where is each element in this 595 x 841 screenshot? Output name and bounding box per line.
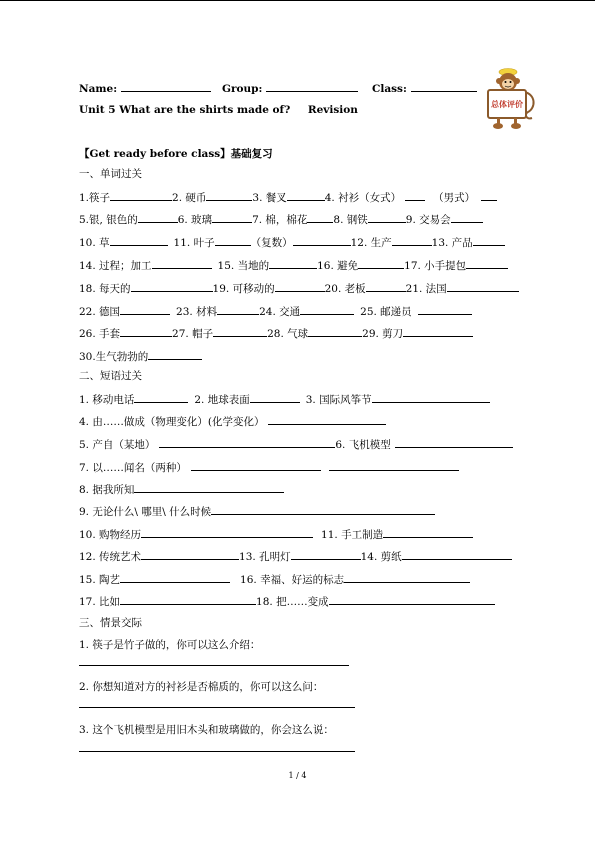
name-blank[interactable] [121, 81, 211, 92]
vocab-item: 8. 钢铁 [333, 214, 368, 226]
vocab-item: 14. 过程；加工 [79, 260, 152, 272]
answer-blank[interactable] [451, 212, 483, 223]
answer-blank[interactable] [134, 392, 188, 403]
answer-blank[interactable] [466, 258, 508, 269]
answer-blank[interactable] [473, 235, 505, 246]
vocab-item: 25. 邮递员 [360, 306, 412, 318]
phrase-item: 16. 幸福、好运的标志 [240, 574, 345, 586]
vocab-item: 28. 气球 [267, 328, 309, 340]
phrase-item: 15. 陶艺 [79, 574, 121, 586]
answer-blank[interactable] [138, 212, 178, 223]
vocab-item: 18. 每天的 [79, 283, 131, 295]
vocab-item: 19. 可移动的 [212, 283, 275, 295]
answer-blank[interactable] [213, 326, 267, 337]
answer-blank[interactable] [287, 190, 325, 201]
answer-blank[interactable] [372, 392, 490, 403]
phrase-item: 7. 以……闻名（两种） [79, 462, 187, 474]
question-3: 3. 这个飞机模型是用旧木头和玻璃做的，你会这么说： [79, 724, 334, 736]
phrase-row-7 [79, 527, 473, 542]
phrase-item: 1. 移动电话 [79, 394, 135, 406]
vocab-item: 7. 棉，棉花 [252, 214, 308, 226]
phrase-row-8 [79, 549, 512, 564]
phrase-row-6 [79, 504, 435, 519]
vocab-item: （男式） [433, 192, 476, 204]
revision-label: Revision [307, 104, 358, 116]
badge-text: 总体评价 [491, 100, 523, 109]
vocab-item: 15. 当地的 [217, 260, 270, 272]
phrase-row-3 [79, 437, 513, 452]
monkey-evaluation-logo [478, 68, 538, 132]
vocab-row-5 [79, 281, 519, 296]
question-2: 2. 你想知道对方的衬衫是否棉质的，你可以这么问： [79, 681, 324, 693]
vocab-item: （复数） [250, 237, 293, 249]
vocab-item: 26. 手套 [79, 328, 121, 340]
answer-blank[interactable] [418, 304, 472, 315]
class-label: Class: [372, 83, 407, 95]
group-blank[interactable] [266, 81, 358, 92]
answer-blank[interactable] [481, 190, 497, 201]
answer-blank[interactable] [402, 549, 512, 560]
phrase-item: 2. 地球表面 [194, 394, 250, 406]
vocab-item: 5.银, 银色的 [79, 214, 138, 226]
answer-blank[interactable] [395, 437, 513, 448]
answer-blank[interactable] [291, 549, 361, 560]
answer-blank[interactable] [120, 594, 256, 605]
answer-blank[interactable] [405, 190, 425, 201]
answer-blank[interactable] [329, 594, 495, 605]
phrase-item: 6. 飞机模型 [335, 439, 391, 451]
answer-line-1[interactable] [79, 665, 349, 666]
answer-blank[interactable] [141, 527, 313, 538]
vocab-item: 27. 帽子 [172, 328, 214, 340]
unit-title: Unit 5 What are the shirts made of? [79, 104, 291, 116]
phrase-item: 3. 国际风筝节 [305, 394, 372, 406]
answer-blank[interactable] [250, 392, 300, 403]
answer-blank[interactable] [293, 235, 351, 246]
vocab-row-2 [79, 212, 483, 227]
answer-blank[interactable] [275, 281, 325, 292]
section-get-ready-title: 【Get ready before class】基础复习 [79, 148, 273, 160]
vocab-item: 2. 硬币 [172, 192, 207, 204]
group-field [222, 81, 358, 96]
question-1: 1. 筷子是竹子做的，你可以这么介绍： [79, 639, 261, 651]
answer-blank[interactable] [134, 482, 284, 493]
answer-blank[interactable] [152, 258, 212, 269]
section-phrases-title: 二、短语过关 [79, 370, 142, 382]
vocab-row-3 [79, 235, 505, 250]
phrase-row-1 [79, 392, 490, 407]
answer-blank[interactable] [131, 281, 213, 292]
phrase-item: 18. 把……变成 [256, 596, 329, 608]
answer-blank[interactable] [447, 281, 519, 292]
answer-blank[interactable] [110, 235, 168, 246]
phrase-row-4 [79, 460, 459, 475]
answer-blank[interactable] [120, 572, 230, 583]
vocab-item: 6. 玻璃 [177, 214, 213, 226]
phrase-item: 8. 据我所知 [79, 484, 135, 496]
answer-blank[interactable] [206, 190, 252, 201]
answer-blank[interactable] [211, 504, 435, 515]
phrase-item: 13. 孔明灯 [239, 551, 291, 563]
answer-blank[interactable] [141, 549, 239, 560]
answer-blank[interactable] [268, 414, 386, 425]
phrase-row-10 [79, 594, 495, 609]
vocab-item: 29. 剪刀 [362, 328, 404, 340]
answer-blank[interactable] [120, 326, 172, 337]
page-number: 1 / 4 [288, 771, 307, 780]
vocab-item: 12. 生产 [350, 237, 392, 249]
vocab-item: 23. 材料 [176, 306, 218, 318]
vocab-item: 20. 老板 [324, 283, 366, 295]
group-label: Group: [222, 83, 263, 95]
answer-blank[interactable] [403, 326, 473, 337]
answer-blank[interactable] [329, 460, 459, 471]
section-vocab-title: 一、单词过关 [79, 168, 142, 180]
vocab-item: 21. 法国 [405, 283, 447, 295]
answer-blank[interactable] [392, 235, 432, 246]
phrase-item: 14. 剪纸 [360, 551, 402, 563]
phrase-row-5 [79, 482, 284, 497]
vocab-item: 4. 衬衫（女式） [324, 192, 402, 204]
vocab-item: 13. 产品 [431, 237, 473, 249]
vocab-item: 10. 草 [79, 237, 110, 249]
answer-blank[interactable] [358, 258, 404, 269]
answer-blank[interactable] [191, 460, 321, 471]
answer-blank[interactable] [366, 281, 406, 292]
answer-blank[interactable] [307, 212, 333, 223]
answer-blank[interactable] [368, 212, 406, 223]
phrase-item: 11. 手工制造 [321, 529, 384, 541]
vocab-item: 17. 小手提包 [404, 260, 467, 272]
answer-blank[interactable] [383, 527, 473, 538]
answer-blank[interactable] [148, 349, 202, 360]
answer-blank[interactable] [344, 572, 470, 583]
answer-blank[interactable] [212, 212, 252, 223]
vocab-item: 9. 交易会 [405, 214, 451, 226]
unit-title-line [79, 103, 358, 117]
vocab-row-1 [79, 190, 497, 205]
phrase-item: 9. 无论什么\ 哪里\ 什么时候 [79, 506, 212, 518]
phrase-row-2 [79, 414, 386, 429]
phrase-row-9 [79, 572, 470, 587]
answer-blank[interactable] [300, 304, 354, 315]
answer-blank[interactable] [159, 437, 335, 448]
answer-blank[interactable] [217, 304, 259, 315]
answer-blank[interactable] [120, 304, 170, 315]
answer-blank[interactable] [215, 235, 251, 246]
vocab-item: 3. 餐叉 [252, 192, 287, 204]
answer-line-2[interactable] [79, 707, 355, 708]
answer-blank[interactable] [269, 258, 317, 269]
phrase-item: 4. 由……做成（物理变化）(化学变化） [79, 416, 265, 428]
answer-line-3[interactable] [79, 751, 355, 752]
phrase-item: 5. 产自（某地） [79, 439, 156, 451]
vocab-item: 22. 德国 [79, 306, 121, 318]
vocab-row-7 [79, 326, 473, 341]
class-field [372, 81, 477, 96]
section-situations-title: 三、情景交际 [79, 617, 142, 629]
vocab-row-6 [79, 304, 472, 319]
class-blank[interactable] [411, 81, 477, 92]
phrase-item: 10. 购物经历 [79, 529, 142, 541]
phrase-item: 12. 传统艺术 [79, 551, 142, 563]
vocab-item: 16. 避免 [317, 260, 359, 272]
vocab-item: 1.筷子 [79, 192, 111, 204]
answer-blank[interactable] [308, 326, 362, 337]
answer-blank[interactable] [110, 190, 172, 201]
vocab-row-4 [79, 258, 508, 273]
vocab-row-8 [79, 349, 202, 364]
vocab-item: 11. 叶子 [173, 237, 215, 249]
phrase-item: 17. 比如 [79, 596, 121, 608]
vocab-item: 30.生气勃勃的 [79, 351, 149, 363]
name-label: Name: [79, 83, 118, 95]
page-top-rule [0, 0, 595, 1]
name-field [79, 81, 211, 96]
vocab-item: 24. 交通 [259, 306, 301, 318]
